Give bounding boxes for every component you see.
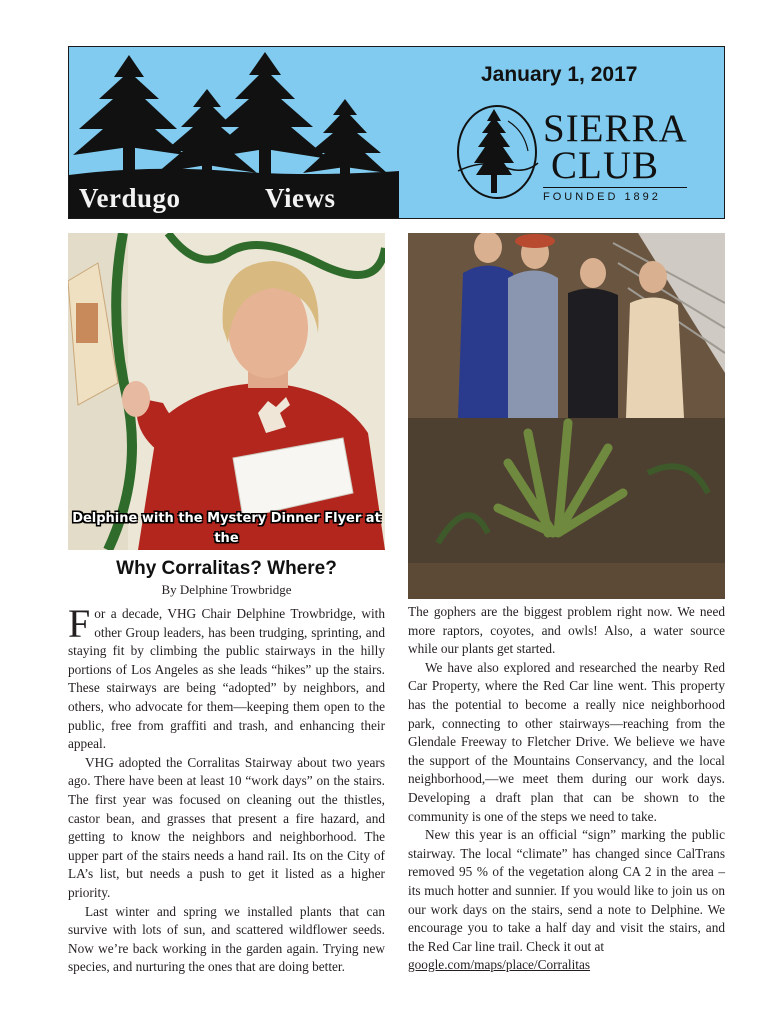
paragraph-4: The gophers are the biggest problem right now. We need more raptors, coyotes, and owls! Also, a water source while our plants get started.	[408, 604, 725, 657]
article-title: Why Corralitas? Where?	[116, 558, 337, 579]
org-name-line1: SIERRA	[543, 107, 688, 150]
org-divider	[543, 187, 687, 188]
caption-line2	[68, 549, 385, 550]
corralitas-map-link[interactable]: google.com/maps/place/Corralitas	[408, 957, 591, 973]
paragraph-3: Last winter and spring we installed plants that can survive with lots of sun, and scattered wildflower seeds. Now we’re back working in the garden again. Trying new species, and nurturing the ones that are doing better.	[68, 903, 385, 975]
paragraph-6-text: New this year is an official “sign” marking the public stairway. The local “climate” has changed since CalTrans removed 95 % of the vegetation along CA 2 in the area – its much hotter and sunnier. If you would like to join us on our work days on the stairs, send a note to Delphine. We encourage you to take a half day and visit the stairs, and the Red Car line trail. Check it out at	[408, 827, 725, 954]
caption-line1: Delphine with the Mystery Dinner Flyer at the	[72, 511, 381, 546]
paragraph-1	[68, 601, 385, 754]
paragraph-5: We have also explored and researched the nearby Red Car Property, where the Red Car line went. This property has the potential to become a really nice neighborhood park, connecting to other stairways—reaching from the Glendale Freeway to Fletcher Drive. We believe we have the support of the Mountains Conservancy, and the local neighborhood,—we meet them during our work days. Developing a draft plan that can be shown to the community is one of the steps we need to take.	[408, 659, 725, 824]
sierra-club-tree-logo-icon	[454, 101, 540, 203]
paragraph-1-text: or a decade, VHG Chair Delphine Trowbridge, with other Group leaders, has been trudging, sprinting, and staying fit by climbing the public stairways in the hilly portions of Los Angeles as she leads “hikes” up the stairs. These stairways are being “adopted” by neighbors, and others, who advocate for them—keeping them open to the public, free from graffiti and trash, and enhancing their appeal.	[68, 606, 385, 752]
photo-volunteers-stairway	[408, 233, 725, 599]
photo-delphine-illustration	[68, 233, 385, 550]
drop-cap: F	[68, 601, 91, 646]
org-name-line2: CLUB	[551, 144, 660, 187]
org-founded-text: FOUNDED 1892	[543, 191, 661, 203]
article-column-left	[68, 601, 385, 977]
photo-volunteers-illustration	[408, 233, 725, 599]
article-byline: By Delphine Trowbridge	[161, 582, 292, 597]
masthead-banner	[68, 46, 725, 219]
issue-date: January 1, 2017	[481, 63, 638, 86]
photo-delphine	[68, 233, 385, 550]
newsletter-title-word1: Verdugo	[79, 183, 181, 213]
paragraph-6	[408, 826, 725, 975]
photo-caption	[68, 509, 385, 550]
article-column-right	[408, 603, 725, 975]
paragraph-2: VHG adopted the Corralitas Stairway about two years ago. There have been at least 10 “work days” on the stairs. The first year was focused on cleaning out the thistles, castor bean, and grasses that present a fire hazard, and getting to know the neighbors and neighborhood. The upper part of the stairs needs a hand rail. Its on the City of LA’s list, but needs a push to get it listed as a higher priority.	[68, 754, 385, 900]
newsletter-title-word2: Views	[265, 183, 336, 213]
